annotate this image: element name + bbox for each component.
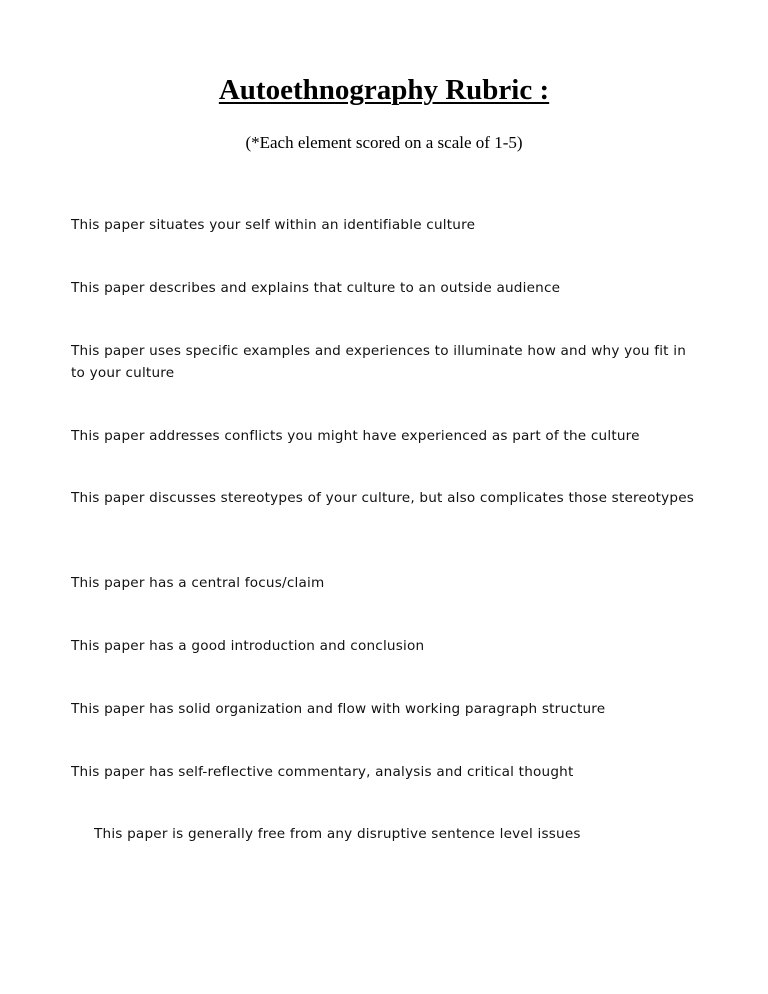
- rubric-criterion: This paper has a good introduction and conclusion: [71, 638, 425, 654]
- scoring-note: (*Each element scored on a scale of 1-5): [245, 133, 523, 152]
- page-title: Autoethnography Rubric :: [218, 74, 550, 106]
- rubric-criterion: This paper situates your self within an identifiable culture: [71, 217, 476, 233]
- rubric-criterion: This paper has solid organization and flow with working paragraph structure: [71, 701, 606, 717]
- rubric-criterion: This paper uses specific examples and experiences to illuminate how and why you fit in to your culture: [71, 343, 687, 381]
- rubric-criterion: This paper has self-reflective commentary, analysis and critical thought: [71, 764, 574, 780]
- rubric-criterion: This paper discusses stereotypes of your culture, but also complicates those stereotypes: [71, 490, 695, 506]
- rubric-criterion: This paper has a central focus/claim: [71, 575, 325, 591]
- rubric-criterion: This paper is generally free from any disruptive sentence level issues: [94, 826, 581, 842]
- rubric-criterion: This paper describes and explains that culture to an outside audience: [71, 280, 561, 296]
- rubric-criterion: This paper addresses conflicts you might have experienced as part of the culture: [71, 428, 640, 444]
